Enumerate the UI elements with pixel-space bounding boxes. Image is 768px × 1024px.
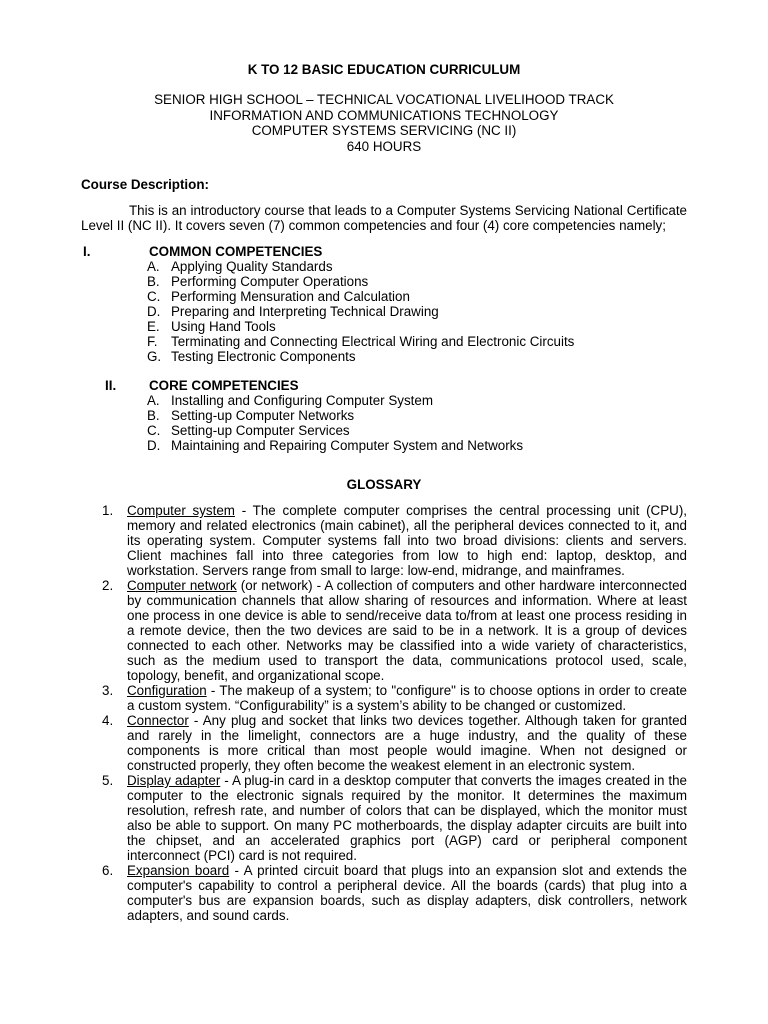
glossary-definition: - Any plug and socket that links two devices together. Although taken for granted and rarely in the limelight, connectors are a huge industry, and the quality of these components is more critical than most people would imagine. When not designed or constructed properly, they often become the weakest element in an electronic system. (127, 713, 687, 773)
glossary-item: 2. Computer network (or network) - A collection of computers and other hardware interconnected by communication channels that allow sharing of resources and information. Where at least one process in one device is able to send/receive data to/from at least one process residing in a remote device, then the two devices are said to be in a network. It is a group of devices connected to each other. Networks may be classified into a wide variety of characteristics, such as the medium used to transport the data, communications protocol used, scale, topology, benefit, and organizational scope. (102, 578, 687, 683)
list-item: C. Performing Mensuration and Calculation (147, 289, 410, 304)
glossary-item: 1. Computer system - The complete computer comprises the central processing unit (CPU), memory and related electronics (main cabinet), all the peripheral devices connected to it, and its operating system. Computer systems fall into two broad divisions: clients and servers. Client machines fall into three categories from low to high end: laptop, desktop, and workstation. Servers range from small to large: low-end, midrange, and mainframes. (102, 503, 687, 578)
glossary-term: Computer system (127, 503, 235, 518)
glossary-item: 3. Configuration - The makeup of a system; to "configure" is to choose options in order to create a custom system. “Configurability” is a system’s ability to be changed or customized. (102, 683, 687, 713)
list-item: A. Installing and Configuring Computer System (147, 393, 433, 408)
glossary-item: 4. Connector - Any plug and socket that links two devices together. Although taken for granted and rarely in the limelight, connectors are a huge industry, and the quality of these components is more critical than most people would imagine. When not designed or constructed properly, they often become the weakest element in an electronic system. (102, 713, 687, 773)
list-item: B. Performing Computer Operations (147, 274, 369, 289)
glossary-definition: (or network) - A collection of computers and other hardware interconnected by communication channels that allow sharing of resources and information. Where at least one process in one device is able to send/receive data to/from at least one process residing in a remote device, then the two devices are said to be in a network. It is a group of devices connected to each other. Networks may be classified into a wide variety of characteristics, such as the medium used to transport the data, communications protocol used, scale, topology, benefit, and organizational scope. (127, 578, 687, 683)
course-description-heading: Course Description: (81, 177, 209, 192)
list-item: B. Setting-up Computer Networks (147, 408, 355, 423)
glossary-term: Computer network (127, 578, 237, 593)
subtitle-track: SENIOR HIGH SCHOOL – TECHNICAL VOCATIONAL LIVELIHOOD TRACK (154, 92, 614, 107)
section-title: CORE COMPETENCIES (149, 378, 299, 393)
glossary-item: 6. Expansion board - A printed circuit board that plugs into an expansion slot and extends the computer's capability to control a peripheral device. All the boards (cards) that plug into a computer's bus are expansion boards, such as display adapters, disk controllers, network adapters, and sound cards. (102, 863, 687, 923)
glossary-term: Configuration (127, 683, 207, 698)
list-item: A. Applying Quality Standards (147, 259, 333, 274)
section-number: II. (105, 378, 117, 393)
list-item: E. Using Hand Tools (147, 319, 276, 334)
glossary-item: 5. Display adapter - A plug-in card in a desktop computer that converts the images created in the computer to the electronic signals required by the monitor. It determines the maximum resolution, refresh rate, and number of colors that can be displayed, which the monitor must also be able to support. On many PC motherboards, the display adapter circuits are built into the chipset, and an accelerated graphics port (AGP) card or peripheral component interconnect (PCI) card is not required. (102, 773, 687, 863)
section-title: COMMON COMPETENCIES (149, 244, 323, 259)
glossary-definition: - A printed circuit board that plugs into an expansion slot and extends the computer's capability to control a peripheral device. All the boards (cards) that plug into a computer's bus are expansion boards, such as display adapters, disk controllers, network adapters, and sound cards. (127, 863, 687, 923)
competency-list (81, 259, 687, 364)
document-title: K TO 12 BASIC EDUCATION CURRICULUM (247, 62, 521, 77)
subtitle-strand: INFORMATION AND COMMUNICATIONS TECHNOLOGY (209, 107, 559, 123)
list-item: C. Setting-up Computer Services (147, 423, 350, 438)
glossary-title: GLOSSARY (346, 477, 422, 492)
document-subtitles (0, 92, 768, 154)
glossary-definition: - The makeup of a system; to "configure" is to choose options in order to create a custom system. “Configurability” is a system’s ability to be changed or customized. (127, 683, 687, 713)
list-item: D. Preparing and Interpreting Technical Drawing (147, 304, 439, 319)
competency-list (81, 393, 687, 453)
glossary-definition: - A plug-in card in a desktop computer that converts the images created in the computer to the electronic signals required by the monitor. It determines the maximum resolution, refresh rate, and number of colors that can be displayed, which the monitor must also be able to support. On many PC motherboards, the display adapter circuits are built into the chipset, and an accelerated graphics port (AGP) card or peripheral component interconnect (PCI) card is not required. (127, 773, 687, 863)
subtitle-hours: 640 HOURS (346, 138, 422, 154)
list-item: G. Testing Electronic Components (147, 349, 356, 364)
glossary-term: Connector (127, 713, 189, 728)
glossary-list (81, 503, 687, 923)
glossary-term: Display adapter (127, 773, 221, 788)
document-body (81, 177, 687, 923)
glossary-term: Expansion board (127, 863, 230, 878)
glossary-definition: - The complete computer comprises the central processing unit (CPU), memory and related electronics (main cabinet), all the peripheral devices connected to it, and its operating system. Computer systems fall into two broad divisions: clients and servers. Client machines fall into three categories from low to high end: laptop, desktop, and workstation. Servers range from small to large: low-end, midrange, and mainframes. (127, 503, 687, 578)
section-number: I. (83, 244, 91, 259)
section-common-competencies (81, 244, 687, 364)
subtitle-specialization: COMPUTER SYSTEMS SERVICING (NC II) (251, 123, 517, 138)
section-core-competencies (81, 378, 687, 453)
course-description-text: This is an introductory course that leads to a Computer Systems Servicing National Certificate Level II (NC II). It covers seven (7) common competencies and four (4) core competencies namely; (81, 203, 687, 233)
list-item: D. Maintaining and Repairing Computer System and Networks (147, 438, 524, 453)
list-item: F. Terminating and Connecting Electrical Wiring and Electronic Circuits (147, 334, 575, 349)
